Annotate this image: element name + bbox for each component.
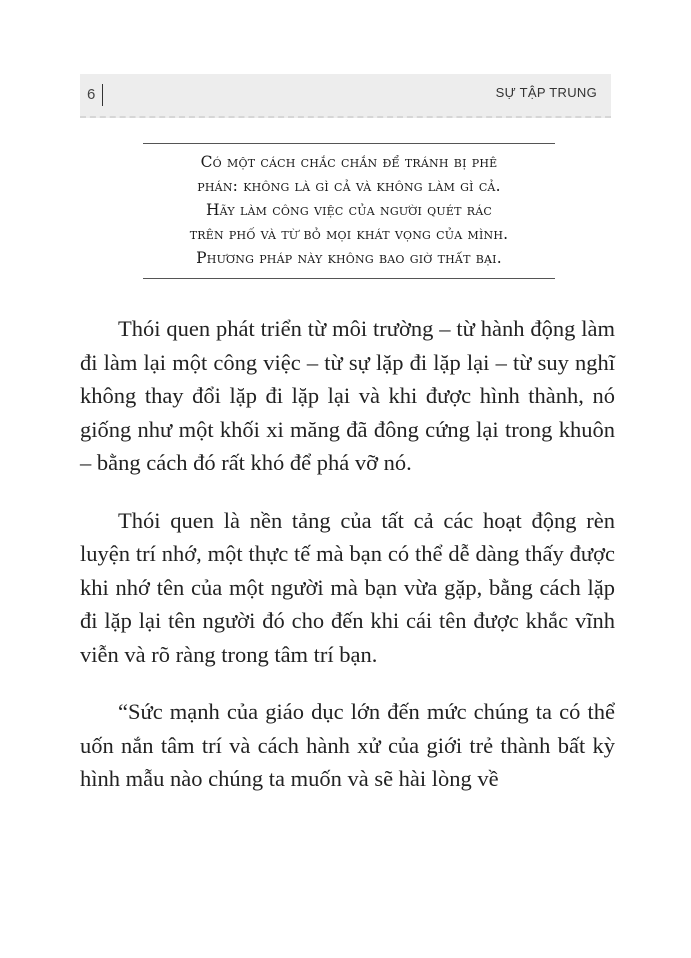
page-number: 6 <box>87 86 96 103</box>
quote-line: trên phố và từ bỏ mọi khát vọng của mình. <box>189 225 509 243</box>
quote-line: Có một cách chắc chắn để tránh bị phê <box>200 153 498 171</box>
chapter-title: SỰ TẬP TRUNG <box>495 85 597 100</box>
body-paragraph: Thói quen phát triển từ môi trường – từ hành động làm đi làm lại một công việc – từ sự lặp đi lặp lại – từ suy nghĩ không thay đổi lặp đi lặp lại và khi được hình thành, nó giống như một khối xi măng đã đông cứng lại trong khuôn – bằng cách đó rất khó để phá vỡ nó. <box>80 316 615 475</box>
quote-top-rule <box>143 143 555 144</box>
epigraph-quote <box>143 150 555 270</box>
quote-bottom-rule <box>143 278 555 279</box>
body-paragraph: Thói quen là nền tảng của tất cả các hoạt động rèn luyện trí nhớ, một thực tế mà bạn có thể dễ dàng thấy được khi nhớ tên của một người mà bạn vừa gặp, bằng cách lặp đi lặp lại tên người đó cho đến khi cái tên được khắc vĩnh viễn và rõ ràng trong tâm trí bạn. <box>80 507 615 667</box>
header-divider <box>102 84 103 106</box>
quote-line: phán: không là gì cả và không làm gì cả. <box>197 177 501 195</box>
quote-line: Phương pháp này không bao giờ thất bại. <box>196 249 502 267</box>
quote-line: Hãy làm công việc của người quét rác <box>205 201 493 219</box>
page-header <box>80 74 611 118</box>
body-text <box>80 312 615 796</box>
body-paragraph: “Sức mạnh của giáo dục lớn đến mức chúng ta có thể uốn nắn tâm trí và cách hành xử của giới trẻ thành bất kỳ hình mẫu nào chúng ta muốn và sẽ hài lòng về <box>80 699 615 791</box>
